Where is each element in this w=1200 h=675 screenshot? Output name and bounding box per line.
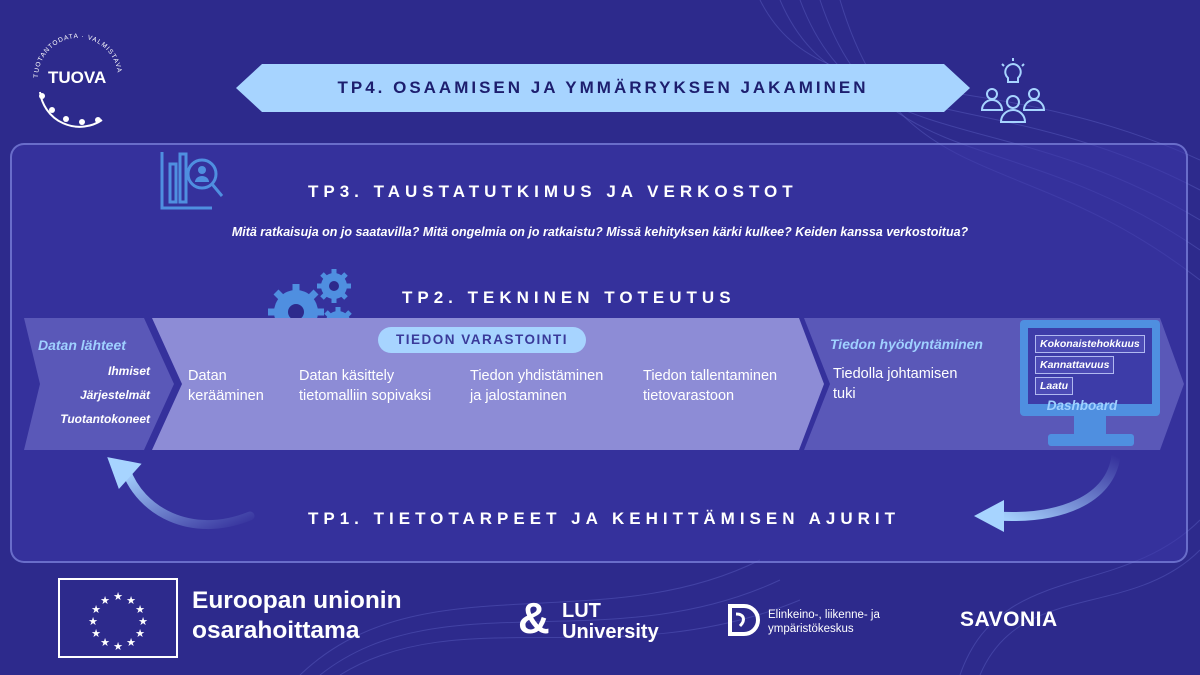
svg-text:★: ★ — [135, 627, 145, 640]
svg-text:★: ★ — [91, 627, 101, 640]
dashboard-label: Dashboard — [1046, 398, 1118, 413]
kpi-oee: Kokonaistehokkuus — [1035, 335, 1145, 353]
lut-logo-text: LUT University — [562, 600, 659, 643]
svg-text:★: ★ — [113, 590, 123, 603]
kpi-quality: Laatu — [1035, 377, 1073, 395]
sources-title: Datan lähteet — [38, 337, 126, 353]
source-item: Järjestelmät — [79, 388, 150, 402]
svg-text:★: ★ — [126, 594, 136, 607]
right-return-arrow — [996, 456, 1116, 517]
storage-badge: TIEDON VARASTOINTI — [378, 327, 586, 353]
eu-stars-icon — [60, 580, 176, 656]
svg-text:★: ★ — [113, 640, 123, 653]
source-item: Tuotantokoneet — [60, 412, 150, 426]
svg-text:★: ★ — [135, 603, 145, 616]
svg-text:★: ★ — [138, 615, 148, 628]
tuova-ring-text: TUOTANTODATA · VALMISTAVA — [32, 32, 123, 79]
utilization-text: Tiedolla johtamisen tuki — [833, 366, 958, 402]
step-collect: Datan kerääminen — [188, 368, 264, 404]
svg-text:★: ★ — [126, 636, 136, 649]
tp2-label: TP2. TEKNINEN TOTEUTUS — [402, 288, 736, 307]
ely-logo-icon — [724, 600, 764, 640]
kpi-profitability: Kannattavuus — [1035, 356, 1114, 374]
left-return-arrow — [126, 470, 250, 525]
step-store: Tiedon tallentaminen tietovarastoon — [643, 368, 778, 404]
step-process: Datan käsittely tietomalliin sopivaksi — [299, 368, 432, 404]
svg-text:★: ★ — [100, 636, 110, 649]
right-arrow-head — [974, 500, 1004, 532]
tp4-label: TP4. OSAAMISEN JA YMMÄRRYKSEN JAKAMINEN — [337, 78, 869, 97]
tp3-label: TP3. TAUSTATUTKIMUS JA VERKOSTOT — [308, 182, 798, 201]
source-item: Ihmiset — [107, 364, 150, 378]
svg-text:★: ★ — [91, 603, 101, 616]
tuova-name: TUOVA — [48, 68, 107, 87]
tp3-question: Mitä ratkaisuja on jo saatavilla? Mitä ongelmia on jo ratkaistu? Missä kehityksen kärki kulkee? Keiden kanssa verkostoitua? — [231, 225, 969, 239]
eu-funding-text: Euroopan unionin osarahoittama — [192, 587, 402, 644]
tp1-label: TP1. TIETOTARPEET JA KEHITTÄMISEN AJURIT — [308, 509, 900, 528]
savonia-logo: SAVONIA — [960, 608, 1058, 631]
eu-flag — [58, 578, 178, 658]
utilization-title: Tiedon hyödyntäminen — [830, 336, 983, 352]
lut-ampersand-icon: & — [518, 594, 550, 643]
svg-text:★: ★ — [100, 594, 110, 607]
ely-logo-text: Elinkeino-, liikenne- ja ympäristökeskus — [768, 609, 880, 635]
step-combine: Tiedon yhdistäminen ja jalostaminen — [470, 368, 604, 404]
svg-text:★: ★ — [88, 615, 98, 628]
